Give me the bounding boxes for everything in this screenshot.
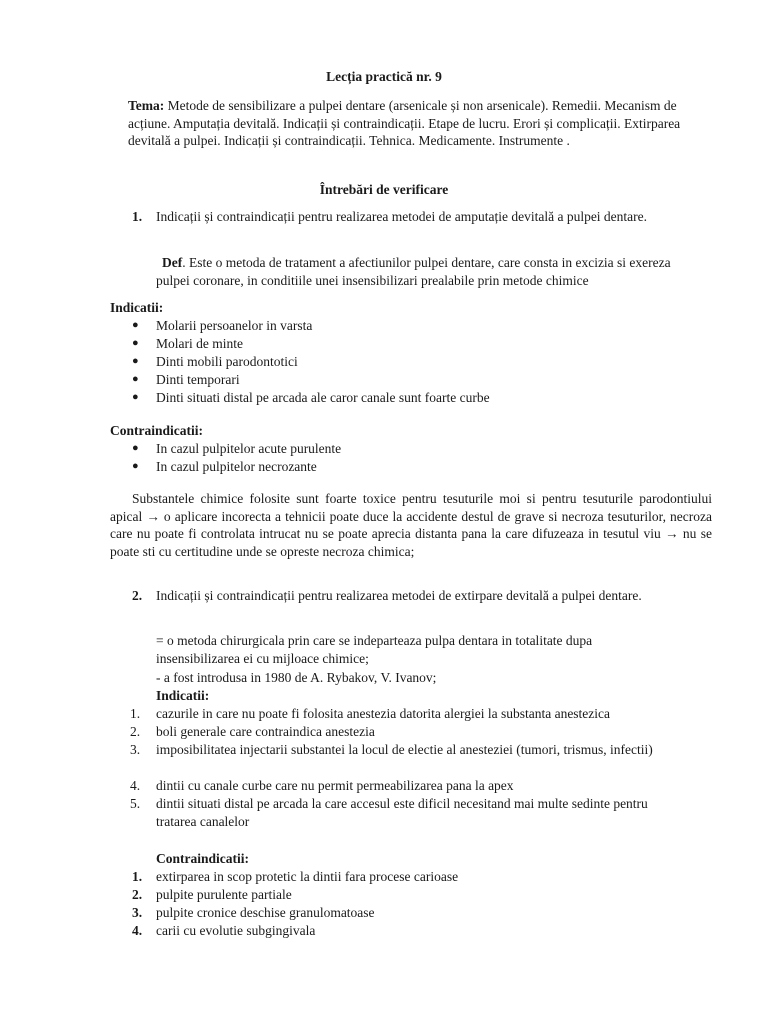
toxicity-paragraph [110, 490, 712, 560]
list-item [110, 777, 710, 795]
list-item-text: In cazul pulpitelor necrozante [156, 459, 317, 474]
q2-def1: = o metoda chirurgicala prin care se indeparteaza pulpa dentara in totalitate dupa insensibilizarea ei cu mijloace chimice; [156, 633, 593, 666]
item-number: 4. [132, 923, 143, 938]
contraindicatii1-heading: Contraindicatii: [110, 423, 203, 438]
tema-label: Tema: [128, 98, 165, 113]
contraindicatii2-list [110, 868, 710, 940]
list-item [110, 317, 670, 335]
item-number: 5. [130, 796, 141, 811]
q2-text: Indicații și contraindicații pentru realizarea metodei de extirpare devitală a pulpei dentare. [156, 588, 642, 603]
paragraph-part3: nu se poate sti cu certitudine unde se opreste necroza chimica; [110, 526, 712, 559]
questions-heading: Întrebări de verificare [319, 182, 449, 197]
list-item-text: Dinti situati distal pe arcada ale caror canale sunt foarte curbe [156, 390, 490, 405]
item-number: 1. [130, 706, 141, 721]
bullet-icon: ● [132, 355, 139, 367]
list-item-text: pulpite cronice deschise granulomatoase [156, 905, 375, 920]
list-item-text: extirparea in scop protetic la dintii fara procese carioase [156, 869, 459, 884]
list-item [110, 353, 670, 371]
list-item [110, 335, 670, 353]
list-item-text: Dinti temporari [156, 372, 240, 387]
bullet-icon: ● [132, 460, 139, 472]
list-item-text: dintii situati distal pe arcada la care accesul este dificil necesitand mai multe sedinte pentru tratarea canalelor [156, 796, 648, 829]
bullet-icon: ● [132, 319, 139, 331]
q2-number: 2. [132, 588, 143, 603]
list-item-text: imposibilitatea injectarii substantei la locul de electie al anesteziei (tumori, trismus, infectii) [156, 742, 653, 757]
item-number: 4. [130, 778, 141, 793]
bullet-icon: ● [132, 373, 139, 385]
list-item-text: Molarii persoanelor in varsta [156, 318, 313, 333]
list-item-text: cazurile in care nu poate fi folosita anestezia datorita alergiei la substanta anestezica [156, 706, 611, 721]
contraindicatii2-heading: Contraindicatii: [156, 851, 249, 866]
indicatii1-list [110, 317, 670, 407]
list-item [110, 458, 670, 476]
indicatii1-heading: Indicatii: [110, 300, 164, 315]
arrow-icon: → [146, 508, 160, 524]
item-number: 1. [132, 869, 143, 884]
def-text: . Este o metoda de tratament a afectiunilor pulpei dentare, care consta in excizia si exereza pulpei coronare, in conditiile unei insensibilizari prealabile prin metode chimice [156, 255, 671, 288]
q1-definition [156, 254, 704, 289]
list-item [110, 705, 710, 723]
list-item [110, 904, 710, 922]
q2-def2: - a fost introdusa in 1980 de A. Rybakov, V. Ivanov; [156, 670, 437, 685]
item-number: 2. [132, 887, 143, 902]
bullet-icon: ● [132, 391, 139, 403]
bullet-icon: ● [132, 337, 139, 349]
tema-paragraph [128, 97, 688, 150]
list-item [110, 868, 710, 886]
q1-text: Indicații și contraindicații pentru realizarea metodei de amputație devitală a pulpei dentare. [156, 209, 648, 224]
def-label: Def [162, 255, 183, 270]
arrow-icon: → [665, 526, 679, 541]
bullet-icon: ● [132, 442, 139, 454]
indicatii2-list [110, 705, 710, 831]
list-item-text: dintii cu canale curbe care nu permit permeabilizarea pana la apex [156, 778, 514, 793]
item-number: 3. [132, 905, 143, 920]
list-item-text: In cazul pulpitelor acute purulente [156, 441, 342, 456]
item-number: 3. [130, 742, 141, 757]
list-item [110, 922, 710, 940]
list-item [110, 741, 710, 777]
q1-number: 1. [132, 209, 143, 224]
item-number: 2. [130, 724, 141, 739]
list-item [110, 389, 670, 407]
paragraph-part2: o aplicare incorecta a tehnicii poate duce la accidente destul de grave si necroza tesuturilor, necroza care nu poate fi controlata intrucat nu se poate aprecia distanta pana la care difuzeaza in tesutul viu [110, 508, 712, 541]
list-item [110, 371, 670, 389]
list-item [110, 886, 710, 904]
contraindicatii1-list [110, 440, 670, 476]
list-item-text: boli generale care contraindica anestezia [156, 724, 375, 739]
tema-text: Metode de sensibilizare a pulpei dentare (arsenicale și non arsenicale). Remedii. Mecanism de acțiune. Amputația devitală. Indicații și contraindicații. Etape de lucru. Erori și complicații. Extirparea devitală a pulpei. Indicații și contraindicații. Tehnica. Medicamente. Instrumente . [128, 98, 681, 148]
list-item [110, 795, 710, 831]
list-item-text: carii cu evolutie subgingivala [156, 923, 316, 938]
list-item-text: pulpite purulente partiale [156, 887, 292, 902]
list-item [110, 723, 710, 741]
page-title: Lecția practică nr. 9 [326, 69, 442, 84]
paragraph-part1: Substantele chimice folosite sunt foarte toxice pentru tesuturile moi si pentru tesuturile parodontiului apical [110, 491, 712, 524]
list-item [110, 440, 670, 458]
indicatii2-heading: Indicatii: [156, 688, 210, 703]
list-item-text: Dinti mobili parodontotici [156, 354, 298, 369]
list-item-text: Molari de minte [156, 336, 243, 351]
